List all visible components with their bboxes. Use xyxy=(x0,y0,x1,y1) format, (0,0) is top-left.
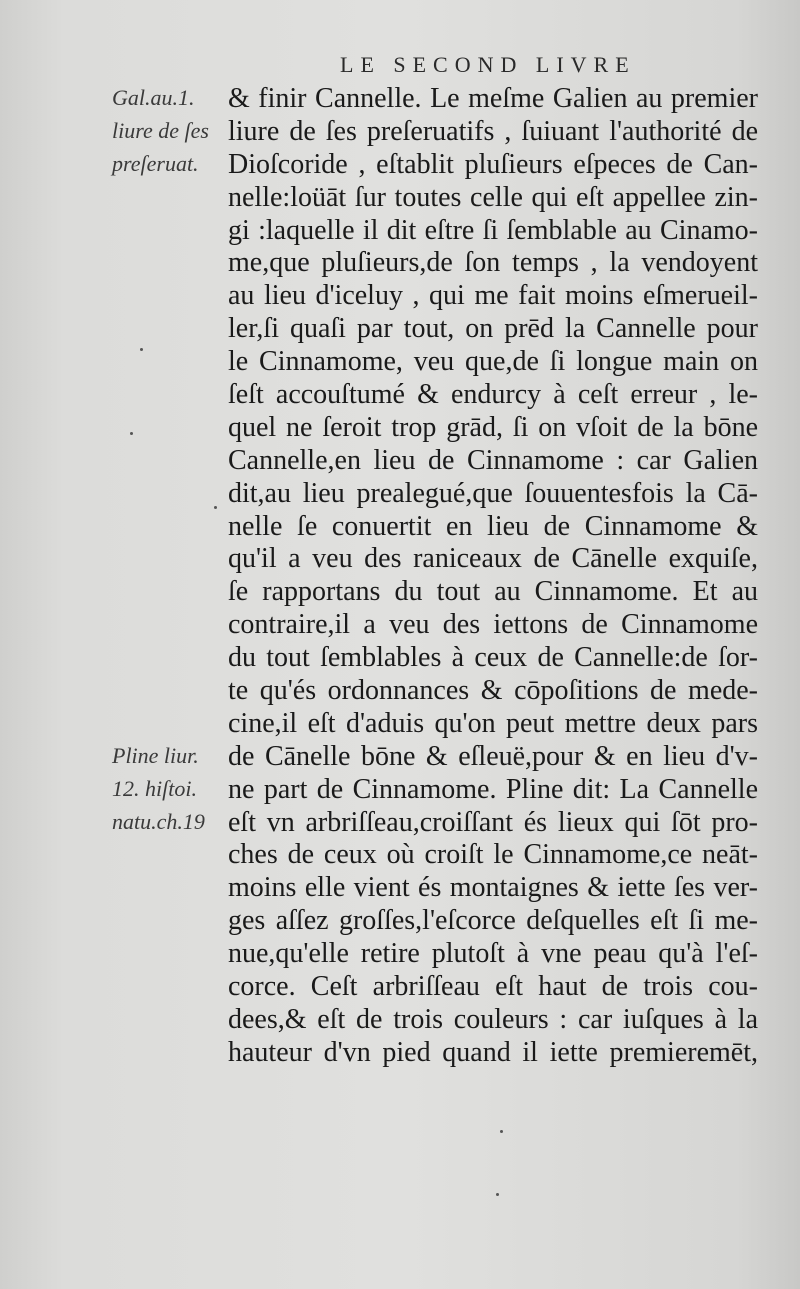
text-line: nelle:loüāt ſur toutes celle qui eſt appellee zin- xyxy=(228,181,758,213)
text-line: ne part de Cinnamome. Pline dit: La Cannelle xyxy=(228,773,758,805)
ink-speck xyxy=(214,506,217,509)
text-line: nue,qu'elle retire plutoſt à vne peau qu'à l'eſ- xyxy=(228,938,758,970)
text-line: le Cinnamome, veu que,de ſi longue main on xyxy=(228,346,758,378)
text-line: nelle ſe conuertit en lieu de Cinnamome & xyxy=(228,510,758,542)
margin-note: preſeruat. xyxy=(112,151,199,176)
margin-note: 12. hiſtoi. xyxy=(112,776,197,801)
ink-speck xyxy=(130,432,133,435)
text-line: ches de ceux où croiſt le Cinnamome,ce neāt- xyxy=(228,839,758,871)
text-line: moins elle vient és montaignes & iette ſes ver- xyxy=(228,872,758,904)
text-line: quel ne ſeroit trop grād, ſi on vſoit de la bōne xyxy=(228,411,758,443)
ink-speck xyxy=(500,1130,503,1133)
text-line: qu'il a veu des raniceaux de Cānelle exquiſe, xyxy=(228,543,758,575)
text-line: ſeſt accouſtumé & endurcy à ceſt erreur , le- xyxy=(228,379,758,411)
text-line: contraire,il a veu des iettons de Cinnamome xyxy=(228,609,758,641)
margin-note: Pline liur. xyxy=(112,743,199,768)
text-line: gi :laquelle il dit eſtre ſi ſemblable au Cinamo- xyxy=(228,214,758,246)
text-line: eſt vn arbriſſeau,croiſſant és lieux qui ſōt pro- xyxy=(228,806,758,838)
text-line: & finir Cannelle. Le meſme Galien au premier xyxy=(228,83,758,114)
running-head: LE SECOND LIVRE xyxy=(340,52,636,77)
text-line: du tout ſemblables à ceux de Cannelle:de ſor- xyxy=(228,642,758,674)
text-line: de Cānelle bōne & eſleuë,pour & en lieu d'v- xyxy=(228,740,758,772)
margin-note: natu.ch.19 xyxy=(112,809,205,834)
margin-note: Gal.au.1. xyxy=(112,85,195,110)
text-line: liure de ſes preſeruatifs , ſuiuant l'authorité de xyxy=(228,115,758,147)
text-line: corce. Ceſt arbriſſeau eſt haut de trois cou- xyxy=(228,971,758,1003)
text-line: dit,au lieu prealegué,que ſouuentesfois la Cā- xyxy=(228,477,758,509)
text-line: ges aſſez groſſes,l'eſcorce deſquelles eſt ſi me- xyxy=(228,905,758,937)
text-line: Cannelle,en lieu de Cinnamome : car Galien xyxy=(228,444,758,476)
text-line: me,que pluſieurs,de ſon temps , la vendoyent xyxy=(228,247,758,279)
margin-note: liure de ſes xyxy=(112,118,209,143)
text-line: ler,ſi quaſi par tout, on prēd la Cannelle pour xyxy=(228,313,758,345)
body-text xyxy=(228,83,758,1070)
text-line: au lieu d'iceluy , qui me fait moins eſmerueil- xyxy=(228,280,758,312)
text-line: hauteur d'vn pied quand il iette premieremēt, xyxy=(228,1036,758,1068)
text-line: Dioſcoride , eſtablit pluſieurs eſpeces de Can- xyxy=(228,148,758,180)
ink-speck xyxy=(496,1193,499,1196)
text-line: ſe rapportans du tout au Cinnamome. Et au xyxy=(228,576,758,608)
ink-speck xyxy=(140,348,143,351)
text-line: dees,& eſt de trois couleurs : car iuſques à la xyxy=(228,1003,758,1035)
text-line: cine,il eſt d'aduis qu'on peut mettre deux pars xyxy=(228,707,758,739)
text-line: te qu'és ordonnances & cōpoſitions de mede- xyxy=(228,675,758,707)
